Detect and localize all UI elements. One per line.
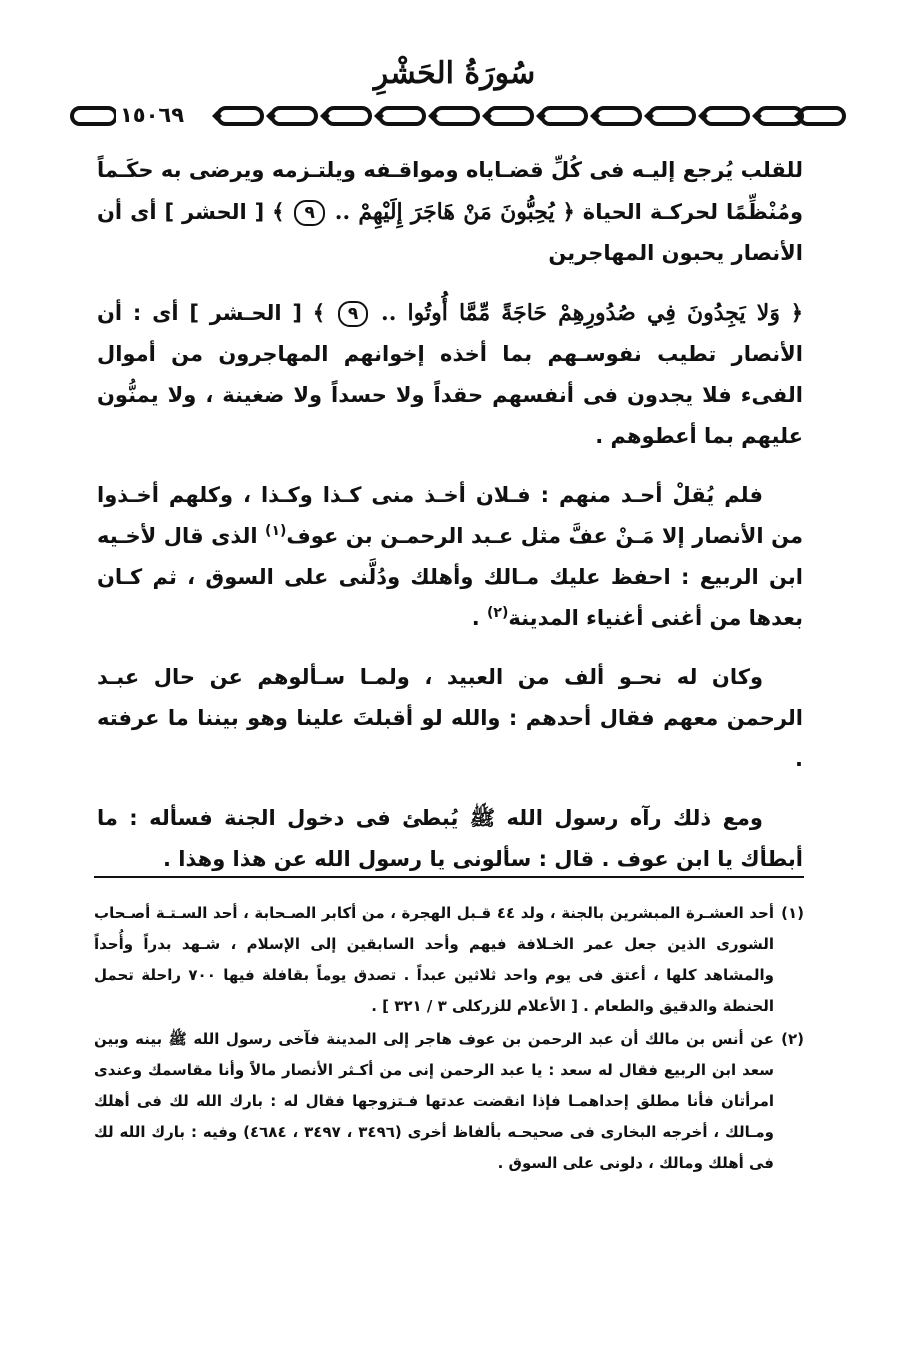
ayah-number: ٩ <box>338 301 368 327</box>
ayah-number: ٩ <box>294 200 324 226</box>
p3-end: . <box>471 606 480 630</box>
ornate-bracket-open-icon: ﴿ <box>562 199 575 224</box>
p1-tail: أى أن الأنصار يحبون المهاجرين <box>97 200 803 265</box>
footnote-ref-1: (١) <box>265 523 287 539</box>
ornate-bracket-close-icon: ﴾ <box>272 199 285 224</box>
quran-verse: يُحِبُّونَ مَنْ هَاجَرَ إِلَيْهِمْ .. <box>334 199 555 225</box>
footnote-text: عن أنس بن مالك أن عبد الرحمن بن عوف هاجر إلى المدينة فآخى رسول الله ﷺ بينه وبين سعد ابن الربيع فقال له سعد : يا عبد الرحمن إنى من أكـثر الأنصار مالاً وأنا مقاسمك وعندى امرأتان فأنا مطلق إحداهمـا فإذا انقضت عدتها فـتزوجها فقال له : بارك الله لك فى أهلك ومـالك ، أخرجه البخارى فى صحيحـه بألفاظ أخرى (٣٤٩٦ ، ٣٤٩٧ ، ٤٦٨٤) وفيه : بارك الله لك فى أهلك ومالك ، دلونى على السوق . <box>94 1030 774 1172</box>
ornate-bracket-open-icon: ﴿ <box>790 300 804 325</box>
main-text <box>97 150 803 898</box>
sura-reference: [ الحشر ] <box>164 200 265 224</box>
footnote-divider <box>94 876 804 878</box>
p3-part1: فلم يُقلْ أحـد منهم : فـلان أخـذ منى كـذا وكـذا ، وكلهم أخـذوا من الأنصار إلا مَـنْ عفَّ مثل عـبد الرحمـن بن عوف <box>97 483 803 548</box>
footnote-text: أحد العشـرة المبشرين بالجنة ، ولد ٤٤ قـبل الهجرة ، من أكابر الصـحابة ، أحد السـتـة أصـحاب الشورى الذين جعل عمر الخـلافة فيهم وأحد السابقين إلى الإسلام ، شـهد بدراً وأُحداً والمشاهد كلها ، أعتق فى يوم واحد ثلاثين عبداً . تصدق يوماً بقافلة فيها ٧٠٠ راحلة تحمل الحنطة والدقيق والطعام . [ الأعلام للزركلى ٣ / ٣٢١ ] . <box>94 904 775 1015</box>
paragraph-5: ومع ذلك رآه رسول الله ﷺ يُبطئ فى دخول الجنة فسأله : ما أبطأك يا ابن عوف . قال : سألونى يا رسول الله عن هذا وهذا . <box>97 806 803 871</box>
quran-verse: وَلا يَجِدُونَ فِي صُدُورِهِمْ حَاجَةً مِّمَّا أُوتُوا .. <box>381 300 780 326</box>
p1-line1: للقلب يُرجع إليـه فى كُلِّ قضـاياه ومواقـفه ويلتـزمه ويرضى به حكَـماً ومُنْظِّمًا لحركـة الحياة <box>97 158 804 224</box>
paragraph-3 <box>97 475 803 639</box>
footnote-number: (٢) <box>781 1030 804 1048</box>
footnotes <box>94 898 804 1181</box>
paragraph-2 <box>97 292 803 457</box>
ornate-bracket-close-icon: ﴾ <box>312 300 326 325</box>
footnote-number: (١) <box>781 904 804 922</box>
p3-part2: الذى قال لأخـيه ابن الربيع : احفظ عليك مـالك وأهلك ودُلَّنى على السوق ، ثم كـان بعدها من أغنى أغنياء المدينة <box>97 524 803 630</box>
footnote-ref-2: (٢) <box>487 605 509 621</box>
footnote-1 <box>94 898 804 1022</box>
footnote-2 <box>94 1024 804 1179</box>
sura-reference: [ الحـشر ] <box>189 301 302 325</box>
paragraph-4: وكان له نحـو ألف من العبيد ، ولمـا سـألوهم عن حال عبـد الرحمن معهم فقال أحدهم : والله لو أقبلتَ علينا وهو بيننا ما عرفته . <box>97 665 803 771</box>
paragraph-1 <box>97 150 803 274</box>
page-number: ١٥٠٦٩ <box>116 101 188 129</box>
sura-title: سُورَةُ الحَشْرِ <box>373 56 536 91</box>
p2-tail: أى : أن الأنصار تطيب نفوسـهم بما أخذه إخوانهم المهاجرون من أموال الفىء فلا يجدون فى أنفسهم حقداً ولا حسداً ولا ضغينة ، ولا يمنُّون عليهم بما أعطوهم . <box>97 301 803 448</box>
